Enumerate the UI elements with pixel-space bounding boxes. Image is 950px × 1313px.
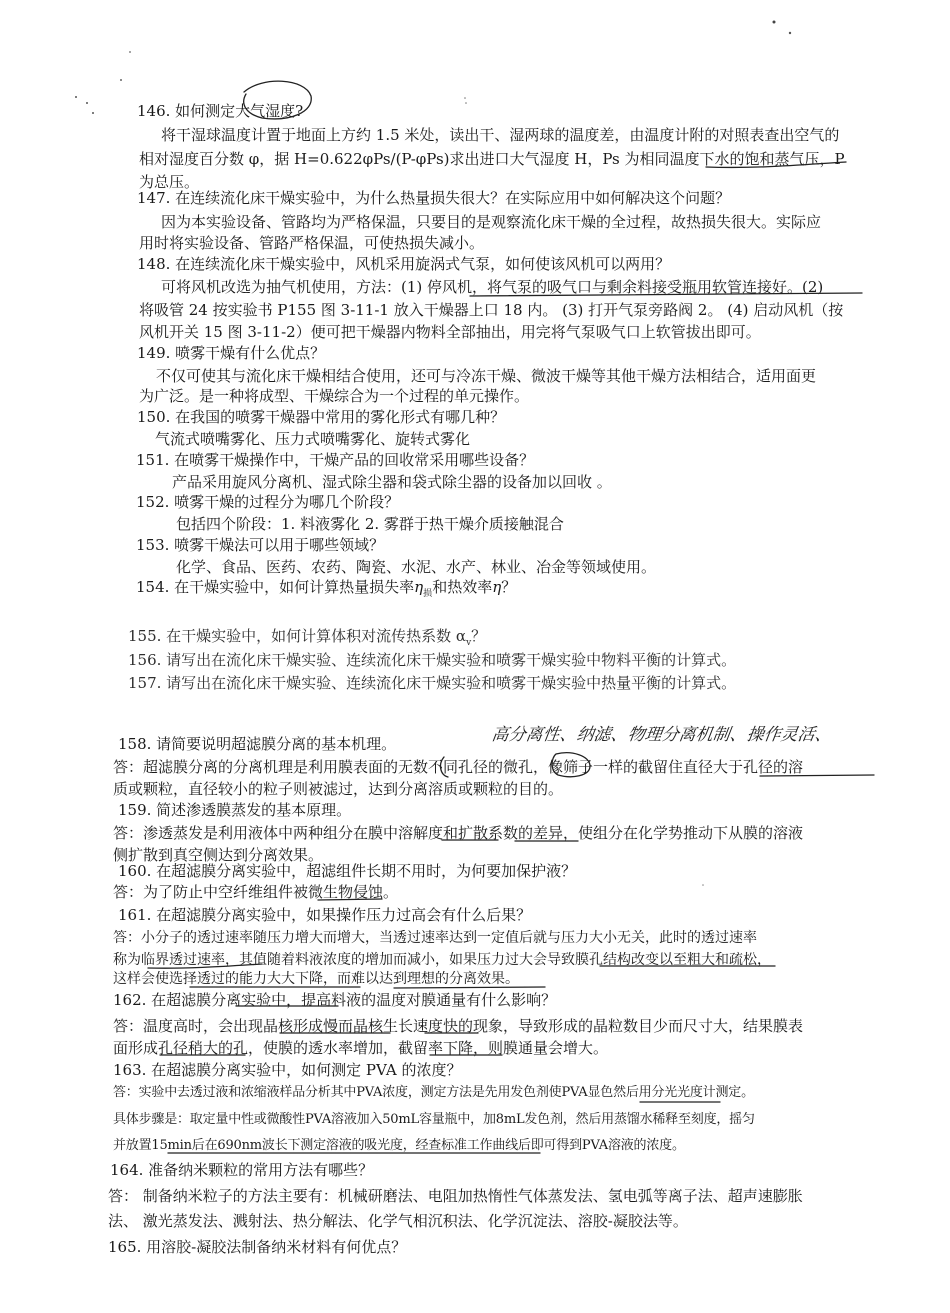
question-156: 156. 请写出在流化床干燥实验、连续流化床干燥实验和喷雾干燥实验中物料平衡的计算式。 <box>128 651 737 669</box>
underline-saturated-vapor <box>706 162 846 167</box>
answer-164-line-1: 答： 制备纳米粒子的方法主要有：机械研磨法、电阻加热惰性气体蒸发法、氢电弧等离子法、超声速膨胀 <box>108 1187 803 1205</box>
answer-158-line-2: 质或颗粒，直径较小的粒子则被滤过，达到分离溶质或颗粒的目的。 <box>113 780 564 798</box>
answer-151: 产品采用旋风分离机、湿式除尘器和袋式除尘器的设备加以回收 。 <box>172 473 612 491</box>
question-154-text-2: 和热效率 <box>432 578 493 596</box>
question-147: 147. 在连续流化床干燥实验中，为什么热量损失很大？在实际应用中如何解决这个问题？ <box>137 189 731 207</box>
question-154-text: 154. 在干燥实验中，如何计算热量损失率 <box>136 578 415 596</box>
answer-159-line-1: 答：渗透蒸发是利用液体中两种组分在膜中溶解度和扩散系数的差异，使组分在化学势推动下从膜的溶液 <box>113 824 804 842</box>
answer-163-line-3: 并放置15min后在690nm波长下测定溶液的吸光度，经查标准工作曲线后即可得到PVA溶液的浓度。 <box>113 1138 685 1153</box>
answer-150: 气流式喷嘴雾化、压力式喷嘴雾化、旋转式雾化 <box>155 430 471 448</box>
answer-161-line-3: 这样会使选择透过的能力大大下降，而难以达到理想的分离效果。 <box>113 971 519 987</box>
underline-microbe <box>318 899 382 900</box>
answer-158-line-1: 答：超滤膜分离的分离机理是利用膜表面的无数不同孔径的微孔，像筛子一样的截留住直径大于孔径的溶 <box>113 758 804 776</box>
answer-148-line-2: 将吸管 24 按实验书 P155 图 3-11-1 放入干燥器上口 18 内。 (3) 打开气泵旁路阀 2。 (4) 启动风机（按 <box>139 301 844 319</box>
question-155-text: 155. 在干燥实验中，如何计算体积对流传热系数 α <box>128 627 467 645</box>
answer-149-line-2: 为广泛。是一种将成型、干燥综合为一个过程的单元操作。 <box>139 387 530 405</box>
answer-164-line-2: 法、 激光蒸发法、溅射法、热分解法、化学气相沉积法、化学沉淀法、溶胶-凝胶法等。 <box>108 1212 688 1230</box>
answer-161-line-2: 称为临界透过速率，其值随着料液浓度的增加而减小，如果压力过大会导致膜孔结构改变以至粗大和疏松， <box>113 952 771 968</box>
answer-161-line-1: 答：小分子的透过速率随压力增大而增大，当透过速率达到一定值后就与压力大小无关，此时的透过速率 <box>113 930 757 946</box>
question-154-end: ？ <box>501 578 517 596</box>
underline-critical-rate <box>148 964 262 968</box>
answer-148-line-3: 风机开关 15 图 3-11-2）便可把干燥器内物料全部抽出，用完将气泵吸气口上软管拔出即可。 <box>139 323 761 341</box>
circle-mark-micropore <box>552 753 590 777</box>
question-158: 158. 请简要说明超滤膜分离的基本机理。 <box>118 735 397 753</box>
handwritten-note-158: 高分离性、纳滤、物理分离机制、操作灵活、 <box>490 725 834 745</box>
answer-163-line-1: 答：实验中去透过液和浓缩液样品分析其中PVA浓度，测定方法是先用发色剂使PVA显色然后用分光光度计测定。 <box>113 1085 754 1100</box>
question-164: 164. 准备纳米颗粒的常用方法有哪些？ <box>110 1161 374 1179</box>
underline-hose <box>470 293 862 296</box>
question-160: 160. 在超滤膜分离实验中，超滤组件长期不用时，为何要加保护液？ <box>118 862 577 880</box>
question-162: 162. 在超滤膜分离实验中，提高料液的温度对膜通量有什么影响？ <box>113 991 557 1009</box>
question-148: 148. 在连续流化床干燥实验中，风机采用旋涡式气泵，如何使该风机可以两用？ <box>137 255 671 273</box>
question-152: 152. 喷雾干燥的过程分为哪几个阶段？ <box>136 493 400 511</box>
answer-153: 化学、食品、医药、农药、陶瓷、水泥、水产、林业、冶金等领域使用。 <box>176 558 657 576</box>
question-163: 163. 在超滤膜分离实验中，如何测定 PVA 的浓度？ <box>113 1061 462 1079</box>
question-165: 165. 用溶胶-凝胶法制备纳米材料有何优点？ <box>108 1238 407 1256</box>
circle-mark-countless <box>441 757 448 777</box>
eta-symbol-2: η <box>492 578 502 596</box>
loss-subscript: 损 <box>423 589 433 599</box>
question-151: 151. 在喷雾干燥操作中，干燥产品的回收常采用哪些设备？ <box>136 451 535 469</box>
eta-symbol: η <box>414 578 424 596</box>
circle-mark-air-humidity <box>244 81 312 119</box>
answer-162-line-1: 答：温度高时，会出现晶核形成慢而晶核生长速度快的现象，导致形成的晶粒数目少而尺寸大，结果膜表 <box>113 1017 804 1035</box>
answer-149-line-1: 不仅可使其与流化床干燥相结合使用，还可与冷冻干燥、微波干燥等其他干燥方法相结合，适用面更 <box>156 367 817 385</box>
answer-147-line-1: 因为本实验设备、管路均为严格保温，只要目的是观察流化床干燥的全过程，故热损失很大。实际应 <box>161 213 822 231</box>
underline-diameter <box>760 775 874 776</box>
question-149: 149. 喷雾干燥有什么优点？ <box>137 344 326 362</box>
alpha-subscript: v <box>466 638 472 648</box>
answer-152: 包括四个阶段：1. 料液雾化 2. 雾群于热干燥介质接触混合 <box>176 515 564 533</box>
question-157: 157. 请写出在流化床干燥实验、连续流化床干燥实验和喷雾干燥实验中热量平衡的计算式。 <box>128 674 737 692</box>
answer-163-line-2: 具体步骤是：取定量中性或微酸性PVA溶液加入50mL容量瓶中，加8mL发色剂，然后用蒸馏水稀释至刻度，摇匀 <box>113 1112 755 1127</box>
answer-160: 答：为了防止中空纤维组件被微生物侵蚀。 <box>113 883 399 901</box>
question-146: 146. 如何测定大气湿度? <box>137 102 304 120</box>
answer-148-line-1: 可将风机改选为抽气机使用，方法：(1) 停风机，将气泵的吸气口与剩余料接受瓶用软管连接好。(2) <box>161 278 824 296</box>
question-155-end: ？ <box>471 627 487 645</box>
question-150: 150. 在我国的喷雾干燥器中常用的雾化形式有哪几种？ <box>137 408 506 426</box>
answer-159-line-2: 侧扩散到真空侧达到分离效果。 <box>113 846 324 864</box>
answer-146-line-3: 为总压。 <box>139 173 200 191</box>
answer-147-line-2: 用时将实验设备、管路严格保温，可使热损失减小。 <box>139 234 485 252</box>
question-161: 161. 在超滤膜分离实验中，如果操作压力过高会有什么后果？ <box>118 906 532 924</box>
answer-162-line-2: 面形成孔径稍大的孔，使膜的透水率增加，截留率下降，则膜通量会增大。 <box>113 1039 609 1057</box>
question-159: 159. 简述渗透膜蒸发的基本原理。 <box>118 801 352 819</box>
question-153: 153. 喷雾干燥法可以用于哪些领域？ <box>136 536 385 554</box>
answer-146-line-1: 将干湿球温度计置于地面上方约 1.5 米处，读出干、湿两球的温度差，由温度计附的对照表查出空气的 <box>161 126 840 144</box>
answer-146-line-2: 相对湿度百分数 φ，据 H=0.622φPs/(P-φPs)求出进口大气湿度 H，Ps 为相同温度下水的饱和蒸气压，P <box>139 150 845 168</box>
underline-separation <box>394 987 545 988</box>
